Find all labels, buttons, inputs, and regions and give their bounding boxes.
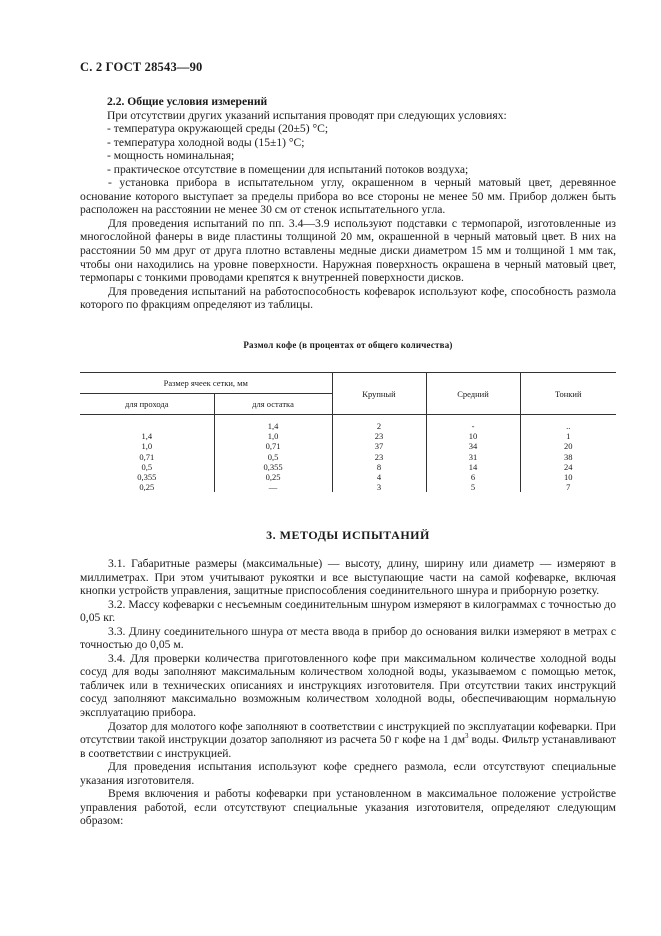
- table-cell: 37: [332, 441, 426, 451]
- table-cell: 5: [426, 482, 520, 492]
- paragraph-3-4: 3.4. Для проверки количества приготовленного кофе при максимальном количестве холодной воды сосуд для воды заполняют максимальным количеством холодной воды, указываемом с помощью меток, табличек или в технических описаниях и инструкциях изготовителя. При отсутствии таких инструкций сосуд заполняют максимально возможным количеством холодной воды, обеспечивающим нормальную эксплуатацию прибора.: [80, 651, 616, 720]
- paragraph-dispenser: [80, 720, 616, 761]
- table-cell: 0,25: [214, 472, 332, 482]
- table-cell: 20: [520, 441, 616, 451]
- table-row: [80, 431, 616, 441]
- table-cell: 8: [332, 462, 426, 472]
- col-header-fine: Тонкий: [520, 373, 616, 415]
- table-cell: 0,5: [214, 452, 332, 462]
- mesh-size-header: Размер ячеек сетки, мм: [80, 373, 332, 394]
- col-header-coarse: Крупный: [332, 373, 426, 415]
- table-cell: ..: [520, 415, 616, 432]
- condition-item: - мощность номинальная;: [107, 149, 235, 163]
- table-cell: 0,355: [137, 472, 157, 483]
- col-header-medium: Средний: [426, 373, 520, 415]
- section-2-2-title: 2.2. Общие условия измерений: [107, 95, 268, 108]
- table-cell: 38: [520, 452, 616, 462]
- table-row: [80, 452, 616, 462]
- table-caption: Размол кофе (в процентах от общего количества): [243, 340, 453, 350]
- condition-item: - температура холодной воды (15±1) °С;: [107, 135, 305, 149]
- table-cell: 0,25: [139, 482, 155, 493]
- condition-item-installation: - установка прибора в испытательном углу, окрашенном в черный матовый цвет, деревянное основание которого выступает за пределы прибора во все стороны не менее 50 мм. Прибор должен быть расположен на расстоянии не менее 30 см от стенок испытательного угла.: [80, 176, 616, 217]
- conditions-intro: При отсутствии других указаний испытания проводят при следующих условиях:: [107, 108, 507, 122]
- table-cell: 0,355: [214, 462, 332, 472]
- table-cell: 7: [520, 482, 616, 492]
- section-2-2-continued: [80, 176, 616, 312]
- section-3-title: 3. МЕТОДЫ ИСПЫТАНИЙ: [266, 528, 430, 542]
- thermocouple-paragraph: Для проведения испытаний по пп. 3.4—3.9 используют подставки с термопарой, изготовленные из многослойной фанеры в виде пластины толщиной 20 мм, окрашенной в черный матовый цвет. В них на расстоянии 50 мм друг от друга плотно вставлены медные диски диаметром 15 мм и толщиной 1 мм так, чтобы они находились на уровне поверхности. Наружная поверхность окрашена в черный матовый цвет, термопары с тонкими проводами крепятся к внутренней поверхности дисков.: [80, 216, 616, 285]
- page-header: С. 2 ГОСТ 28543—90: [80, 60, 203, 74]
- coffee-grind-paragraph: Для проведения испытаний на работоспособность кофеварок используют кофе, способность размола которого по фракциям определяют из таблицы.: [80, 284, 616, 312]
- table-cell: 0,71: [139, 451, 155, 462]
- table-cell: 6: [426, 472, 520, 482]
- table-row: [80, 462, 616, 472]
- table-cell: 1,4: [214, 415, 332, 432]
- dispenser-text-end: воды. Фильтр устанавливают в соответствии с инструкцией.: [80, 733, 616, 760]
- table-cell: 10: [426, 431, 520, 441]
- dispenser-text: Дозатор для молотого кофе заполняют в соответствии с инструкцией по эксплуатации кофеварки. При отсутствии такой инструкции дозатор заполняют из расчета 50 г кофе на 1 дм: [80, 719, 616, 747]
- table-row: [80, 415, 616, 432]
- sub-header-residue: для остатка: [214, 394, 332, 415]
- paragraph-3-3: 3.3. Длину соединительного шнура от места ввода в прибор до основания вилки измеряют в метрах с точностью до 0,05 м.: [80, 624, 616, 652]
- table-row: [80, 472, 616, 482]
- table-cell: 23: [332, 452, 426, 462]
- table-cell: 3: [332, 482, 426, 492]
- table-row: [80, 441, 616, 451]
- table-cell: 10: [520, 472, 616, 482]
- table-cell: 14: [426, 462, 520, 472]
- table-cell: 24: [520, 462, 616, 472]
- cubic-superscript: 3: [465, 732, 469, 741]
- section-2-2: [107, 95, 616, 177]
- table-cell: —: [214, 482, 332, 492]
- table-cell: 1: [520, 431, 616, 441]
- paragraph-medium-grind: Для проведения испытания используют кофе среднего размола, если отсутствуют специальные указания изготовителя.: [80, 760, 616, 787]
- paragraph-timing: Время включения и работы кофеварки при установленном в максимальное положение устройстве управления работой, если отсутствуют специальные указания изготовителя, определяют следующим образом:: [80, 787, 616, 828]
- table-cell: 1,4: [141, 431, 153, 442]
- table-cell: 0,5: [141, 461, 153, 472]
- sub-header-passage: для прохода: [80, 394, 214, 415]
- table-cell: -: [426, 415, 520, 432]
- table-cell: 34: [426, 441, 520, 451]
- table-cell: [80, 415, 214, 432]
- paragraph-3-1: 3.1. Габаритные размеры (максимальные) — высоту, длину, ширину или диаметр — измеряют в миллиметрах. При этом учитывают рукоятки и все выступающие части на самой кофеварке, включая кнопки устройств управления, защитные приспособления соединительного шнура и приборную розетку.: [80, 557, 616, 598]
- table-cell: 23: [332, 431, 426, 441]
- condition-item: - температура окружающей среды (20±5) °С;: [107, 122, 329, 136]
- condition-item: - практическое отсутствие в помещении для испытаний потоков воздуха;: [107, 162, 469, 176]
- table-cell: 1,0: [141, 441, 153, 452]
- table-cell: 2: [332, 415, 426, 432]
- coffee-grind-table: [80, 372, 616, 492]
- table-cell: 0,71: [214, 441, 332, 451]
- paragraph-3-2: 3.2. Массу кофеварки с несъемным соединительным шнуром измеряют в килограммах с точностью до 0,05 кг.: [80, 597, 616, 625]
- table-row: [80, 482, 616, 492]
- table-cell: 31: [426, 452, 520, 462]
- table-cell: 1,0: [214, 431, 332, 441]
- section-3-body: [80, 557, 616, 828]
- table-cell: 4: [332, 472, 426, 482]
